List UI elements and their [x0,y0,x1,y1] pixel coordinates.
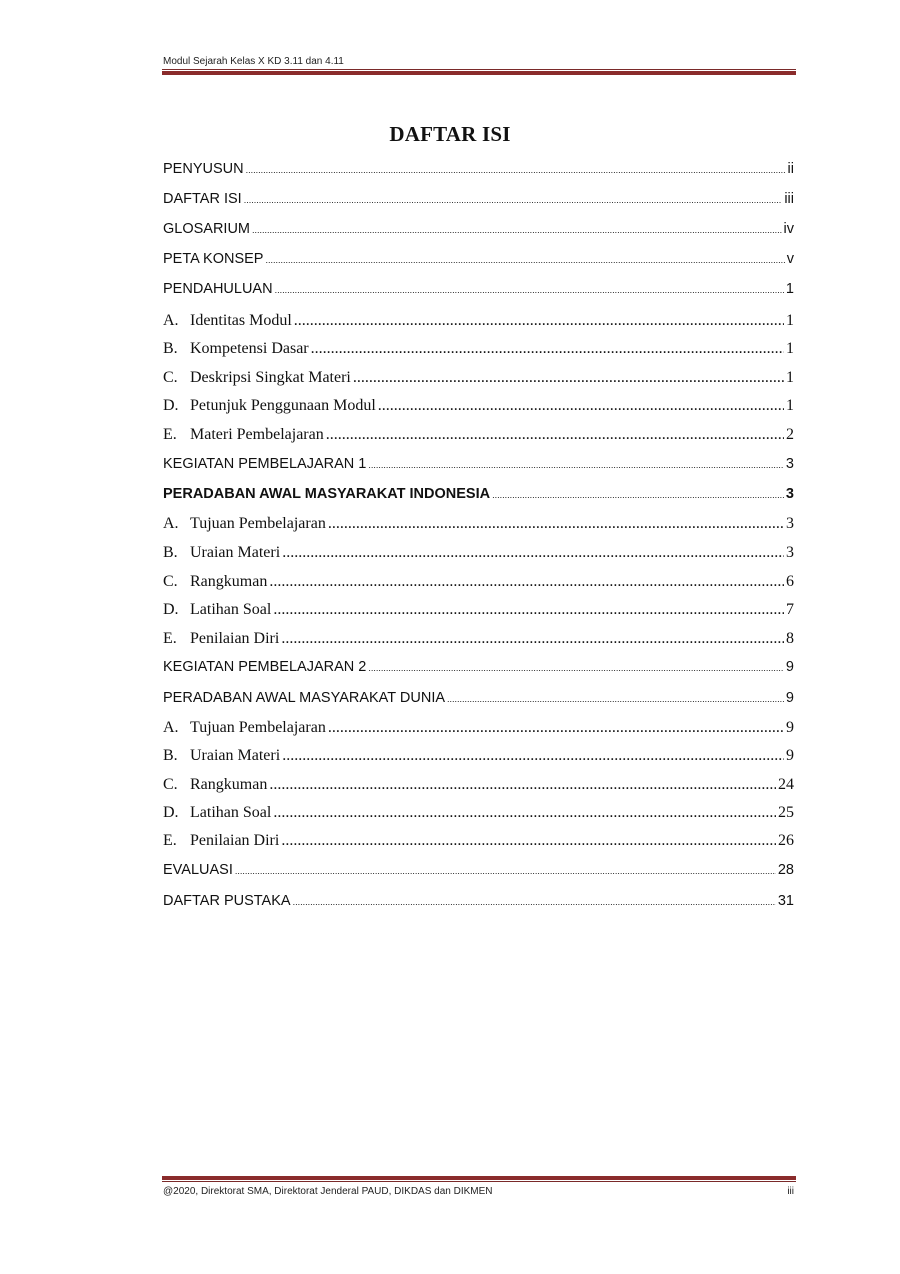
toc-dot-leader [353,368,784,388]
toc-entry-label: Uraian Materi [190,747,281,764]
toc-entry-page: 7 [786,601,794,618]
toc-entry-page: 9 [786,719,794,736]
toc-entry-page: iii [784,191,794,207]
toc-dot-leader [294,311,784,331]
toc-entry[interactable] [163,159,794,180]
toc-entry-label: Materi Pembelajaran [190,426,324,443]
toc-entry-letter: C. [163,573,178,590]
toc-entry[interactable] [163,189,794,210]
toc-entry-letter: D. [163,397,179,414]
toc-entry-page: 31 [777,893,794,909]
toc-entry-label: PENDAHULUAN [163,281,273,297]
toc-entry-label: PENYUSUN [163,161,244,177]
toc-entry-label: KEGIATAN PEMBELAJARAN 2 [163,659,367,675]
toc-entry[interactable] [163,572,794,592]
toc-entry-page: 3 [785,456,794,472]
toc-entry-letter: C. [163,776,178,793]
toc-entry-page: iv [783,221,794,237]
toc-entry-page: 9 [786,747,794,764]
footer-page-number: iii [787,1186,794,1197]
toc-entry-letter: A. [163,515,179,532]
toc-entry[interactable] [163,688,794,709]
toc-entry-label: Tujuan Pembelajaran [190,719,326,736]
toc-entry-label: Penilaian Diri [190,630,280,647]
toc-entry-page: 25 [778,804,794,821]
toc-entry[interactable] [163,514,794,534]
toc-entry-label: Deskripsi Singkat Materi [190,369,351,386]
toc-entry[interactable] [163,831,794,851]
toc-entry-page: 3 [785,486,794,502]
toc-entry-page: ii [787,161,794,177]
toc-entry-page: v [786,251,794,267]
toc-entry-page: 6 [786,573,794,590]
toc-entry-page: 3 [786,515,794,532]
toc-dot-leader [311,339,784,359]
toc-entry-label: Rangkuman [190,573,268,590]
toc-entry-label: Petunjuk Penggunaan Modul [190,397,376,414]
toc-entry-label: Kompetensi Dasar [190,340,309,357]
toc-entry-label: Rangkuman [190,776,268,793]
toc-dot-leader [244,190,783,210]
toc-entry-letter: D. [163,601,179,618]
toc-entry[interactable] [163,219,794,240]
toc-dot-leader [368,658,784,678]
toc-dot-leader [235,861,776,881]
toc-entry-letter: E. [163,426,177,443]
toc-dot-leader [328,718,784,738]
toc-entry-label: Uraian Materi [190,544,281,561]
toc-entry-label: PERADABAN AWAL MASYARAKAT DUNIA [163,690,446,706]
toc-dot-leader [328,514,784,534]
toc-entry-letter: D. [163,804,179,821]
toc-entry[interactable] [163,425,794,445]
toc-entry-label: Tujuan Pembelajaran [190,515,326,532]
toc-entry[interactable] [163,249,794,270]
toc-entry-label: PERADABAN AWAL MASYARAKAT INDONESIA [163,486,491,502]
header-rule [162,69,796,75]
toc-entry-page: 28 [777,862,794,878]
toc-entry-label: EVALUASI [163,862,233,878]
toc-dot-leader [281,831,776,851]
toc-dot-leader [293,892,776,912]
toc-entry-label: PETA KONSEP [163,251,264,267]
toc-entry[interactable] [163,311,794,331]
toc-entry-page: 24 [778,776,794,793]
toc-dot-leader [492,485,784,505]
toc-dot-leader [269,775,776,795]
toc-dot-leader [368,455,784,475]
toc-entry[interactable] [163,396,794,416]
toc-entry-page: 2 [786,426,794,443]
toc-dot-leader [326,425,784,445]
toc-entry-letter: A. [163,312,179,329]
running-header: Modul Sejarah Kelas X KD 3.11 dan 4.11 [163,56,344,67]
toc-dot-leader [252,220,782,240]
toc-dot-leader [273,600,784,620]
toc-entry-page: 8 [786,630,794,647]
toc-entry-page: 26 [778,832,794,849]
toc-entry[interactable] [163,543,794,563]
toc-entry-letter: B. [163,747,178,764]
toc-entry-label: DAFTAR PUSTAKA [163,893,291,909]
toc-entry-label: KEGIATAN PEMBELAJARAN 1 [163,456,367,472]
toc-dot-leader [378,396,784,416]
toc-dot-leader [282,543,784,563]
toc-entry-letter: B. [163,544,178,561]
toc-entry-label: DAFTAR ISI [163,191,242,207]
footer-copyright: @2020, Direktorat SMA, Direktorat Jenderal PAUD, DIKDAS dan DIKMEN [163,1186,493,1197]
toc-entry-page: 1 [786,397,794,414]
toc-entry-letter: E. [163,832,177,849]
toc-dot-leader [246,160,786,180]
toc-entry[interactable] [163,484,794,505]
toc-entry-page: 1 [786,312,794,329]
toc-entry-page: 1 [785,281,794,297]
toc-entry-label: Penilaian Diri [190,832,280,849]
toc-entry[interactable] [163,279,794,300]
toc-entry[interactable] [163,600,794,620]
toc-entry[interactable] [163,860,794,881]
toc-dot-leader [265,250,784,270]
toc-entry-page: 1 [786,340,794,357]
toc-dot-leader [273,803,776,823]
toc-entry-page: 9 [785,690,794,706]
toc-entry[interactable] [163,746,794,766]
page-title: DAFTAR ISI [389,122,511,147]
toc-entry-label: Latihan Soal [190,601,272,618]
toc-entry-label: Latihan Soal [190,804,272,821]
toc-entry-letter: A. [163,719,179,736]
toc-entry[interactable] [163,339,794,359]
toc-entry-label: Identitas Modul [190,312,292,329]
toc-entry[interactable] [163,891,794,912]
toc-entry-label: GLOSARIUM [163,221,251,237]
toc-entry[interactable] [163,775,794,795]
toc-entry-letter: E. [163,630,177,647]
toc-entry-letter: C. [163,369,178,386]
toc-dot-leader [281,629,784,649]
toc-entry[interactable] [163,454,794,475]
footer-rule [162,1176,796,1182]
toc-entry[interactable] [163,718,794,738]
toc-entry-letter: B. [163,340,178,357]
toc-dot-leader [447,689,784,709]
toc-entry[interactable] [163,368,794,388]
toc-dot-leader [269,572,784,592]
toc-entry-page: 3 [786,544,794,561]
toc-dot-leader [282,746,784,766]
toc-entry-page: 1 [786,369,794,386]
toc-entry[interactable] [163,657,794,678]
toc-entry-page: 9 [785,659,794,675]
toc-entry[interactable] [163,803,794,823]
toc-dot-leader [275,280,784,300]
toc-entry[interactable] [163,629,794,649]
